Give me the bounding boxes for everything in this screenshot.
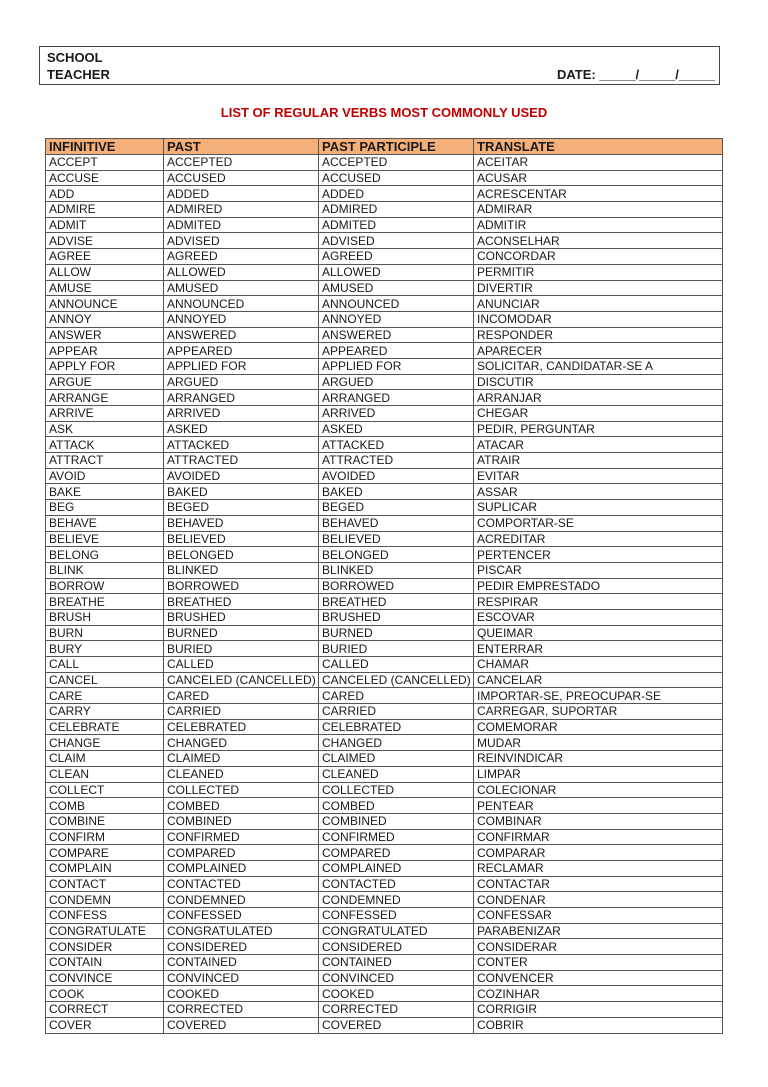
table-row bbox=[46, 437, 723, 453]
past-participle-cell: ADDED bbox=[319, 186, 474, 202]
table-row bbox=[46, 672, 723, 688]
past-participle-cell: CARRIED bbox=[319, 704, 474, 720]
past-cell: BEHAVED bbox=[164, 515, 319, 531]
table-row bbox=[46, 829, 723, 845]
table-row bbox=[46, 264, 723, 280]
past-cell: ACCUSED bbox=[164, 170, 319, 186]
past-participle-cell: ALLOWED bbox=[319, 264, 474, 280]
past-cell: COVERED bbox=[164, 1017, 319, 1033]
past-participle-cell: ADVISED bbox=[319, 233, 474, 249]
table-row bbox=[46, 358, 723, 374]
infinitive-cell: APPEAR bbox=[46, 343, 164, 359]
past-participle-cell: BLINKED bbox=[319, 562, 474, 578]
past-participle-cell: ADMITED bbox=[319, 217, 474, 233]
translate-cell: PERTENCER bbox=[474, 547, 723, 563]
translate-cell: ACUSAR bbox=[474, 170, 723, 186]
past-participle-cell: CONTACTED bbox=[319, 876, 474, 892]
header-box bbox=[39, 46, 720, 85]
table-row bbox=[46, 986, 723, 1002]
table-row bbox=[46, 374, 723, 390]
translate-cell: CANCELAR bbox=[474, 672, 723, 688]
past-cell: COMPARED bbox=[164, 845, 319, 861]
past-cell: BELIEVED bbox=[164, 531, 319, 547]
past-cell: CONSIDERED bbox=[164, 939, 319, 955]
infinitive-cell: AMUSE bbox=[46, 280, 164, 296]
table-row bbox=[46, 688, 723, 704]
past-cell: CONFIRMED bbox=[164, 829, 319, 845]
past-cell: COMPLAINED bbox=[164, 860, 319, 876]
translate-cell: ASSAR bbox=[474, 484, 723, 500]
past-cell: BURNED bbox=[164, 625, 319, 641]
table-row bbox=[46, 249, 723, 265]
past-participle-cell: ASKED bbox=[319, 421, 474, 437]
past-participle-cell: ARGUED bbox=[319, 374, 474, 390]
past-participle-cell: CONSIDERED bbox=[319, 939, 474, 955]
infinitive-cell: CANCEL bbox=[46, 672, 164, 688]
infinitive-cell: COMPLAIN bbox=[46, 860, 164, 876]
translate-cell: COMPARAR bbox=[474, 845, 723, 861]
translate-cell: ACREDITAR bbox=[474, 531, 723, 547]
past-cell: BREATHED bbox=[164, 594, 319, 610]
past-cell: CONDEMNED bbox=[164, 892, 319, 908]
table-row bbox=[46, 421, 723, 437]
past-participle-cell: BREATHED bbox=[319, 594, 474, 610]
table-row bbox=[46, 657, 723, 673]
past-cell: ASKED bbox=[164, 421, 319, 437]
translate-cell: COLECIONAR bbox=[474, 782, 723, 798]
table-row bbox=[46, 908, 723, 924]
infinitive-cell: CONTACT bbox=[46, 876, 164, 892]
past-cell: CONVINCED bbox=[164, 970, 319, 986]
table-row bbox=[46, 813, 723, 829]
past-participle-cell: AVOIDED bbox=[319, 468, 474, 484]
infinitive-cell: CLEAN bbox=[46, 766, 164, 782]
translate-cell: APARECER bbox=[474, 343, 723, 359]
translate-cell: CORRIGIR bbox=[474, 1002, 723, 1018]
table-row bbox=[46, 453, 723, 469]
table-row bbox=[46, 186, 723, 202]
past-participle-cell: APPEARED bbox=[319, 343, 474, 359]
past-participle-cell: ANNOUNCED bbox=[319, 296, 474, 312]
past-cell: CONTAINED bbox=[164, 955, 319, 971]
table-row bbox=[46, 233, 723, 249]
translate-cell: COMBINAR bbox=[474, 813, 723, 829]
translate-cell: ACEITAR bbox=[474, 155, 723, 171]
past-participle-cell: BURIED bbox=[319, 641, 474, 657]
infinitive-cell: ADMIRE bbox=[46, 202, 164, 218]
past-participle-cell: CELEBRATED bbox=[319, 719, 474, 735]
table-row bbox=[46, 751, 723, 767]
translate-cell: CONCORDAR bbox=[474, 249, 723, 265]
infinitive-cell: ACCUSE bbox=[46, 170, 164, 186]
past-cell: COOKED bbox=[164, 986, 319, 1002]
table-row bbox=[46, 390, 723, 406]
past-participle-cell: ARRANGED bbox=[319, 390, 474, 406]
translate-cell: CONDENAR bbox=[474, 892, 723, 908]
translate-cell: PARABENIZAR bbox=[474, 923, 723, 939]
table-row bbox=[46, 845, 723, 861]
past-participle-cell: ACCUSED bbox=[319, 170, 474, 186]
table-row bbox=[46, 892, 723, 908]
translate-cell: IMPORTAR-SE, PREOCUPAR-SE bbox=[474, 688, 723, 704]
table-row bbox=[46, 970, 723, 986]
translate-cell: CONTER bbox=[474, 955, 723, 971]
translate-cell: PISCAR bbox=[474, 562, 723, 578]
infinitive-cell: BREATHE bbox=[46, 594, 164, 610]
table-row bbox=[46, 155, 723, 171]
past-participle-cell: BRUSHED bbox=[319, 609, 474, 625]
table-row bbox=[46, 766, 723, 782]
past-cell: CLEANED bbox=[164, 766, 319, 782]
table-row bbox=[46, 594, 723, 610]
past-cell: ATTACKED bbox=[164, 437, 319, 453]
table-row bbox=[46, 704, 723, 720]
table-row bbox=[46, 609, 723, 625]
past-participle-cell: ACCEPTED bbox=[319, 155, 474, 171]
infinitive-cell: CONTAIN bbox=[46, 955, 164, 971]
table-row bbox=[46, 782, 723, 798]
school-label: SCHOOL bbox=[47, 50, 103, 65]
table-row bbox=[46, 1017, 723, 1033]
translate-cell: ANUNCIAR bbox=[474, 296, 723, 312]
infinitive-cell: ANNOUNCE bbox=[46, 296, 164, 312]
column-header-past: PAST bbox=[164, 139, 319, 155]
past-cell: ADDED bbox=[164, 186, 319, 202]
page-title: LIST OF REGULAR VERBS MOST COMMONLY USED bbox=[220, 105, 548, 120]
past-cell: ADVISED bbox=[164, 233, 319, 249]
table-row bbox=[46, 280, 723, 296]
verbs-table bbox=[45, 138, 723, 1034]
past-cell: CLAIMED bbox=[164, 751, 319, 767]
past-participle-cell: ANSWERED bbox=[319, 327, 474, 343]
past-cell: BURIED bbox=[164, 641, 319, 657]
translate-cell: ACONSELHAR bbox=[474, 233, 723, 249]
infinitive-cell: BELIEVE bbox=[46, 531, 164, 547]
translate-cell: ACRESCENTAR bbox=[474, 186, 723, 202]
past-cell: CELEBRATED bbox=[164, 719, 319, 735]
table-body bbox=[46, 155, 723, 1034]
past-cell: ANNOUNCED bbox=[164, 296, 319, 312]
past-cell: CONTACTED bbox=[164, 876, 319, 892]
infinitive-cell: CARE bbox=[46, 688, 164, 704]
past-participle-cell: BAKED bbox=[319, 484, 474, 500]
table-row bbox=[46, 578, 723, 594]
past-participle-cell: AMUSED bbox=[319, 280, 474, 296]
translate-cell: COMEMORAR bbox=[474, 719, 723, 735]
past-participle-cell: CLEANED bbox=[319, 766, 474, 782]
translate-cell: RESPIRAR bbox=[474, 594, 723, 610]
past-participle-cell: CHANGED bbox=[319, 735, 474, 751]
past-cell: CONGRATULATED bbox=[164, 923, 319, 939]
translate-cell: PEDIR, PERGUNTAR bbox=[474, 421, 723, 437]
past-cell: BELONGED bbox=[164, 547, 319, 563]
infinitive-cell: CONFESS bbox=[46, 908, 164, 924]
infinitive-cell: BORROW bbox=[46, 578, 164, 594]
past-cell: CORRECTED bbox=[164, 1002, 319, 1018]
teacher-label: TEACHER bbox=[47, 67, 110, 82]
past-cell: COMBINED bbox=[164, 813, 319, 829]
infinitive-cell: CALL bbox=[46, 657, 164, 673]
table-row bbox=[46, 876, 723, 892]
past-cell: CANCELED (CANCELLED) bbox=[164, 672, 319, 688]
past-participle-cell: BEGED bbox=[319, 500, 474, 516]
translate-cell: CONTACTAR bbox=[474, 876, 723, 892]
past-participle-cell: AGREED bbox=[319, 249, 474, 265]
translate-cell: COBRIR bbox=[474, 1017, 723, 1033]
past-participle-cell: CONTAINED bbox=[319, 955, 474, 971]
infinitive-cell: BURY bbox=[46, 641, 164, 657]
past-participle-cell: COMPLAINED bbox=[319, 860, 474, 876]
infinitive-cell: AVOID bbox=[46, 468, 164, 484]
past-cell: ATTRACTED bbox=[164, 453, 319, 469]
past-participle-cell: COLLECTED bbox=[319, 782, 474, 798]
translate-cell: CONFIRMAR bbox=[474, 829, 723, 845]
translate-cell: INCOMODAR bbox=[474, 311, 723, 327]
table-row bbox=[46, 641, 723, 657]
past-participle-cell: CONVINCED bbox=[319, 970, 474, 986]
infinitive-cell: AGREE bbox=[46, 249, 164, 265]
past-participle-cell: CORRECTED bbox=[319, 1002, 474, 1018]
translate-cell: RESPONDER bbox=[474, 327, 723, 343]
infinitive-cell: BELONG bbox=[46, 547, 164, 563]
table-row bbox=[46, 515, 723, 531]
table-row bbox=[46, 735, 723, 751]
infinitive-cell: ALLOW bbox=[46, 264, 164, 280]
table-row bbox=[46, 406, 723, 422]
infinitive-cell: APPLY FOR bbox=[46, 358, 164, 374]
past-cell: AVOIDED bbox=[164, 468, 319, 484]
translate-cell: CONFESSAR bbox=[474, 908, 723, 924]
table-row bbox=[46, 719, 723, 735]
translate-cell: PENTEAR bbox=[474, 798, 723, 814]
table-row bbox=[46, 170, 723, 186]
past-participle-cell: BORROWED bbox=[319, 578, 474, 594]
column-header-translate: TRANSLATE bbox=[474, 139, 723, 155]
past-cell: ACCEPTED bbox=[164, 155, 319, 171]
table-row bbox=[46, 484, 723, 500]
past-participle-cell: BURNED bbox=[319, 625, 474, 641]
past-cell: BRUSHED bbox=[164, 609, 319, 625]
translate-cell: DISCUTIR bbox=[474, 374, 723, 390]
infinitive-cell: CELEBRATE bbox=[46, 719, 164, 735]
past-participle-cell: CANCELED (CANCELLED) bbox=[319, 672, 474, 688]
infinitive-cell: BURN bbox=[46, 625, 164, 641]
infinitive-cell: ARRIVE bbox=[46, 406, 164, 422]
translate-cell: SUPLICAR bbox=[474, 500, 723, 516]
table-row bbox=[46, 343, 723, 359]
translate-cell: ATRAIR bbox=[474, 453, 723, 469]
translate-cell: CHAMAR bbox=[474, 657, 723, 673]
infinitive-cell: CORRECT bbox=[46, 1002, 164, 1018]
past-participle-cell: ADMIRED bbox=[319, 202, 474, 218]
infinitive-cell: BRUSH bbox=[46, 609, 164, 625]
past-cell: AGREED bbox=[164, 249, 319, 265]
past-participle-cell: CONFESSED bbox=[319, 908, 474, 924]
table-row bbox=[46, 860, 723, 876]
past-participle-cell: ANNOYED bbox=[319, 311, 474, 327]
table-row bbox=[46, 923, 723, 939]
table-row bbox=[46, 547, 723, 563]
translate-cell: CHEGAR bbox=[474, 406, 723, 422]
past-cell: APPEARED bbox=[164, 343, 319, 359]
past-participle-cell: BEHAVED bbox=[319, 515, 474, 531]
infinitive-cell: CONVINCE bbox=[46, 970, 164, 986]
table-row bbox=[46, 939, 723, 955]
past-cell: BLINKED bbox=[164, 562, 319, 578]
translate-cell: ESCOVAR bbox=[474, 609, 723, 625]
infinitive-cell: ANNOY bbox=[46, 311, 164, 327]
past-cell: ANSWERED bbox=[164, 327, 319, 343]
past-participle-cell: ATTACKED bbox=[319, 437, 474, 453]
translate-cell: COMPORTAR-SE bbox=[474, 515, 723, 531]
table-row bbox=[46, 798, 723, 814]
past-participle-cell: COMBED bbox=[319, 798, 474, 814]
past-participle-cell: CONFIRMED bbox=[319, 829, 474, 845]
infinitive-cell: BEHAVE bbox=[46, 515, 164, 531]
past-cell: CALLED bbox=[164, 657, 319, 673]
infinitive-cell: ATTACK bbox=[46, 437, 164, 453]
infinitive-cell: CARRY bbox=[46, 704, 164, 720]
infinitive-cell: COLLECT bbox=[46, 782, 164, 798]
past-cell: BEGED bbox=[164, 500, 319, 516]
past-cell: CONFESSED bbox=[164, 908, 319, 924]
translate-cell: EVITAR bbox=[474, 468, 723, 484]
table-row bbox=[46, 468, 723, 484]
infinitive-cell: ARGUE bbox=[46, 374, 164, 390]
past-participle-cell: APPLIED FOR bbox=[319, 358, 474, 374]
infinitive-cell: COMPARE bbox=[46, 845, 164, 861]
infinitive-cell: ACCEPT bbox=[46, 155, 164, 171]
past-participle-cell: CLAIMED bbox=[319, 751, 474, 767]
past-cell: COLLECTED bbox=[164, 782, 319, 798]
past-cell: ADMIRED bbox=[164, 202, 319, 218]
translate-cell: MUDAR bbox=[474, 735, 723, 751]
past-participle-cell: CARED bbox=[319, 688, 474, 704]
translate-cell: PERMITIR bbox=[474, 264, 723, 280]
translate-cell: ATACAR bbox=[474, 437, 723, 453]
past-participle-cell: COVERED bbox=[319, 1017, 474, 1033]
past-cell: AMUSED bbox=[164, 280, 319, 296]
infinitive-cell: CONSIDER bbox=[46, 939, 164, 955]
translate-cell: SOLICITAR, CANDIDATAR-SE A bbox=[474, 358, 723, 374]
translate-cell: COZINHAR bbox=[474, 986, 723, 1002]
past-cell: COMBED bbox=[164, 798, 319, 814]
table-row bbox=[46, 562, 723, 578]
translate-cell: RECLAMAR bbox=[474, 860, 723, 876]
past-participle-cell: CONDEMNED bbox=[319, 892, 474, 908]
past-cell: ARRIVED bbox=[164, 406, 319, 422]
infinitive-cell: ATTRACT bbox=[46, 453, 164, 469]
table-row bbox=[46, 217, 723, 233]
infinitive-cell: CHANGE bbox=[46, 735, 164, 751]
infinitive-cell: CONFIRM bbox=[46, 829, 164, 845]
infinitive-cell: ASK bbox=[46, 421, 164, 437]
past-participle-cell: CALLED bbox=[319, 657, 474, 673]
infinitive-cell: CONDEMN bbox=[46, 892, 164, 908]
past-participle-cell: CONGRATULATED bbox=[319, 923, 474, 939]
infinitive-cell: ADVISE bbox=[46, 233, 164, 249]
translate-cell: QUEIMAR bbox=[474, 625, 723, 641]
infinitive-cell: ADMIT bbox=[46, 217, 164, 233]
table-row bbox=[46, 311, 723, 327]
column-header-infinitive: INFINITIVE bbox=[46, 139, 164, 155]
translate-cell: ENTERRAR bbox=[474, 641, 723, 657]
past-cell: APPLIED FOR bbox=[164, 358, 319, 374]
past-participle-cell: BELONGED bbox=[319, 547, 474, 563]
table-row bbox=[46, 531, 723, 547]
past-cell: ANNOYED bbox=[164, 311, 319, 327]
table-row bbox=[46, 1002, 723, 1018]
infinitive-cell: COOK bbox=[46, 986, 164, 1002]
table-row bbox=[46, 500, 723, 516]
translate-cell: CONVENCER bbox=[474, 970, 723, 986]
past-cell: BAKED bbox=[164, 484, 319, 500]
past-cell: ALLOWED bbox=[164, 264, 319, 280]
past-cell: CARED bbox=[164, 688, 319, 704]
infinitive-cell: COMBINE bbox=[46, 813, 164, 829]
past-cell: CHANGED bbox=[164, 735, 319, 751]
translate-cell: REINVINDICAR bbox=[474, 751, 723, 767]
infinitive-cell: BEG bbox=[46, 500, 164, 516]
translate-cell: LIMPAR bbox=[474, 766, 723, 782]
translate-cell: ADMIRAR bbox=[474, 202, 723, 218]
infinitive-cell: BLINK bbox=[46, 562, 164, 578]
table-header-row bbox=[46, 139, 723, 155]
translate-cell: CARREGAR, SUPORTAR bbox=[474, 704, 723, 720]
past-participle-cell: COOKED bbox=[319, 986, 474, 1002]
translate-cell: ADMITIR bbox=[474, 217, 723, 233]
past-cell: ARRANGED bbox=[164, 390, 319, 406]
infinitive-cell: CLAIM bbox=[46, 751, 164, 767]
past-cell: ARGUED bbox=[164, 374, 319, 390]
past-participle-cell: ATTRACTED bbox=[319, 453, 474, 469]
past-participle-cell: COMPARED bbox=[319, 845, 474, 861]
infinitive-cell: CONGRATULATE bbox=[46, 923, 164, 939]
translate-cell: DIVERTIR bbox=[474, 280, 723, 296]
infinitive-cell: ANSWER bbox=[46, 327, 164, 343]
table-row bbox=[46, 296, 723, 312]
infinitive-cell: ARRANGE bbox=[46, 390, 164, 406]
infinitive-cell: COVER bbox=[46, 1017, 164, 1033]
past-cell: BORROWED bbox=[164, 578, 319, 594]
infinitive-cell: ADD bbox=[46, 186, 164, 202]
translate-cell: ARRANJAR bbox=[474, 390, 723, 406]
translate-cell: CONSIDERAR bbox=[474, 939, 723, 955]
past-participle-cell: COMBINED bbox=[319, 813, 474, 829]
infinitive-cell: BAKE bbox=[46, 484, 164, 500]
past-cell: ADMITED bbox=[164, 217, 319, 233]
table-row bbox=[46, 327, 723, 343]
translate-cell: PEDIR EMPRESTADO bbox=[474, 578, 723, 594]
date-field: DATE: _____/_____/_____ bbox=[556, 67, 715, 82]
table-row bbox=[46, 202, 723, 218]
column-header-past-participle: PAST PARTICIPLE bbox=[319, 139, 474, 155]
table-row bbox=[46, 625, 723, 641]
past-participle-cell: BELIEVED bbox=[319, 531, 474, 547]
infinitive-cell: COMB bbox=[46, 798, 164, 814]
past-participle-cell: ARRIVED bbox=[319, 406, 474, 422]
table-row bbox=[46, 955, 723, 971]
past-cell: CARRIED bbox=[164, 704, 319, 720]
